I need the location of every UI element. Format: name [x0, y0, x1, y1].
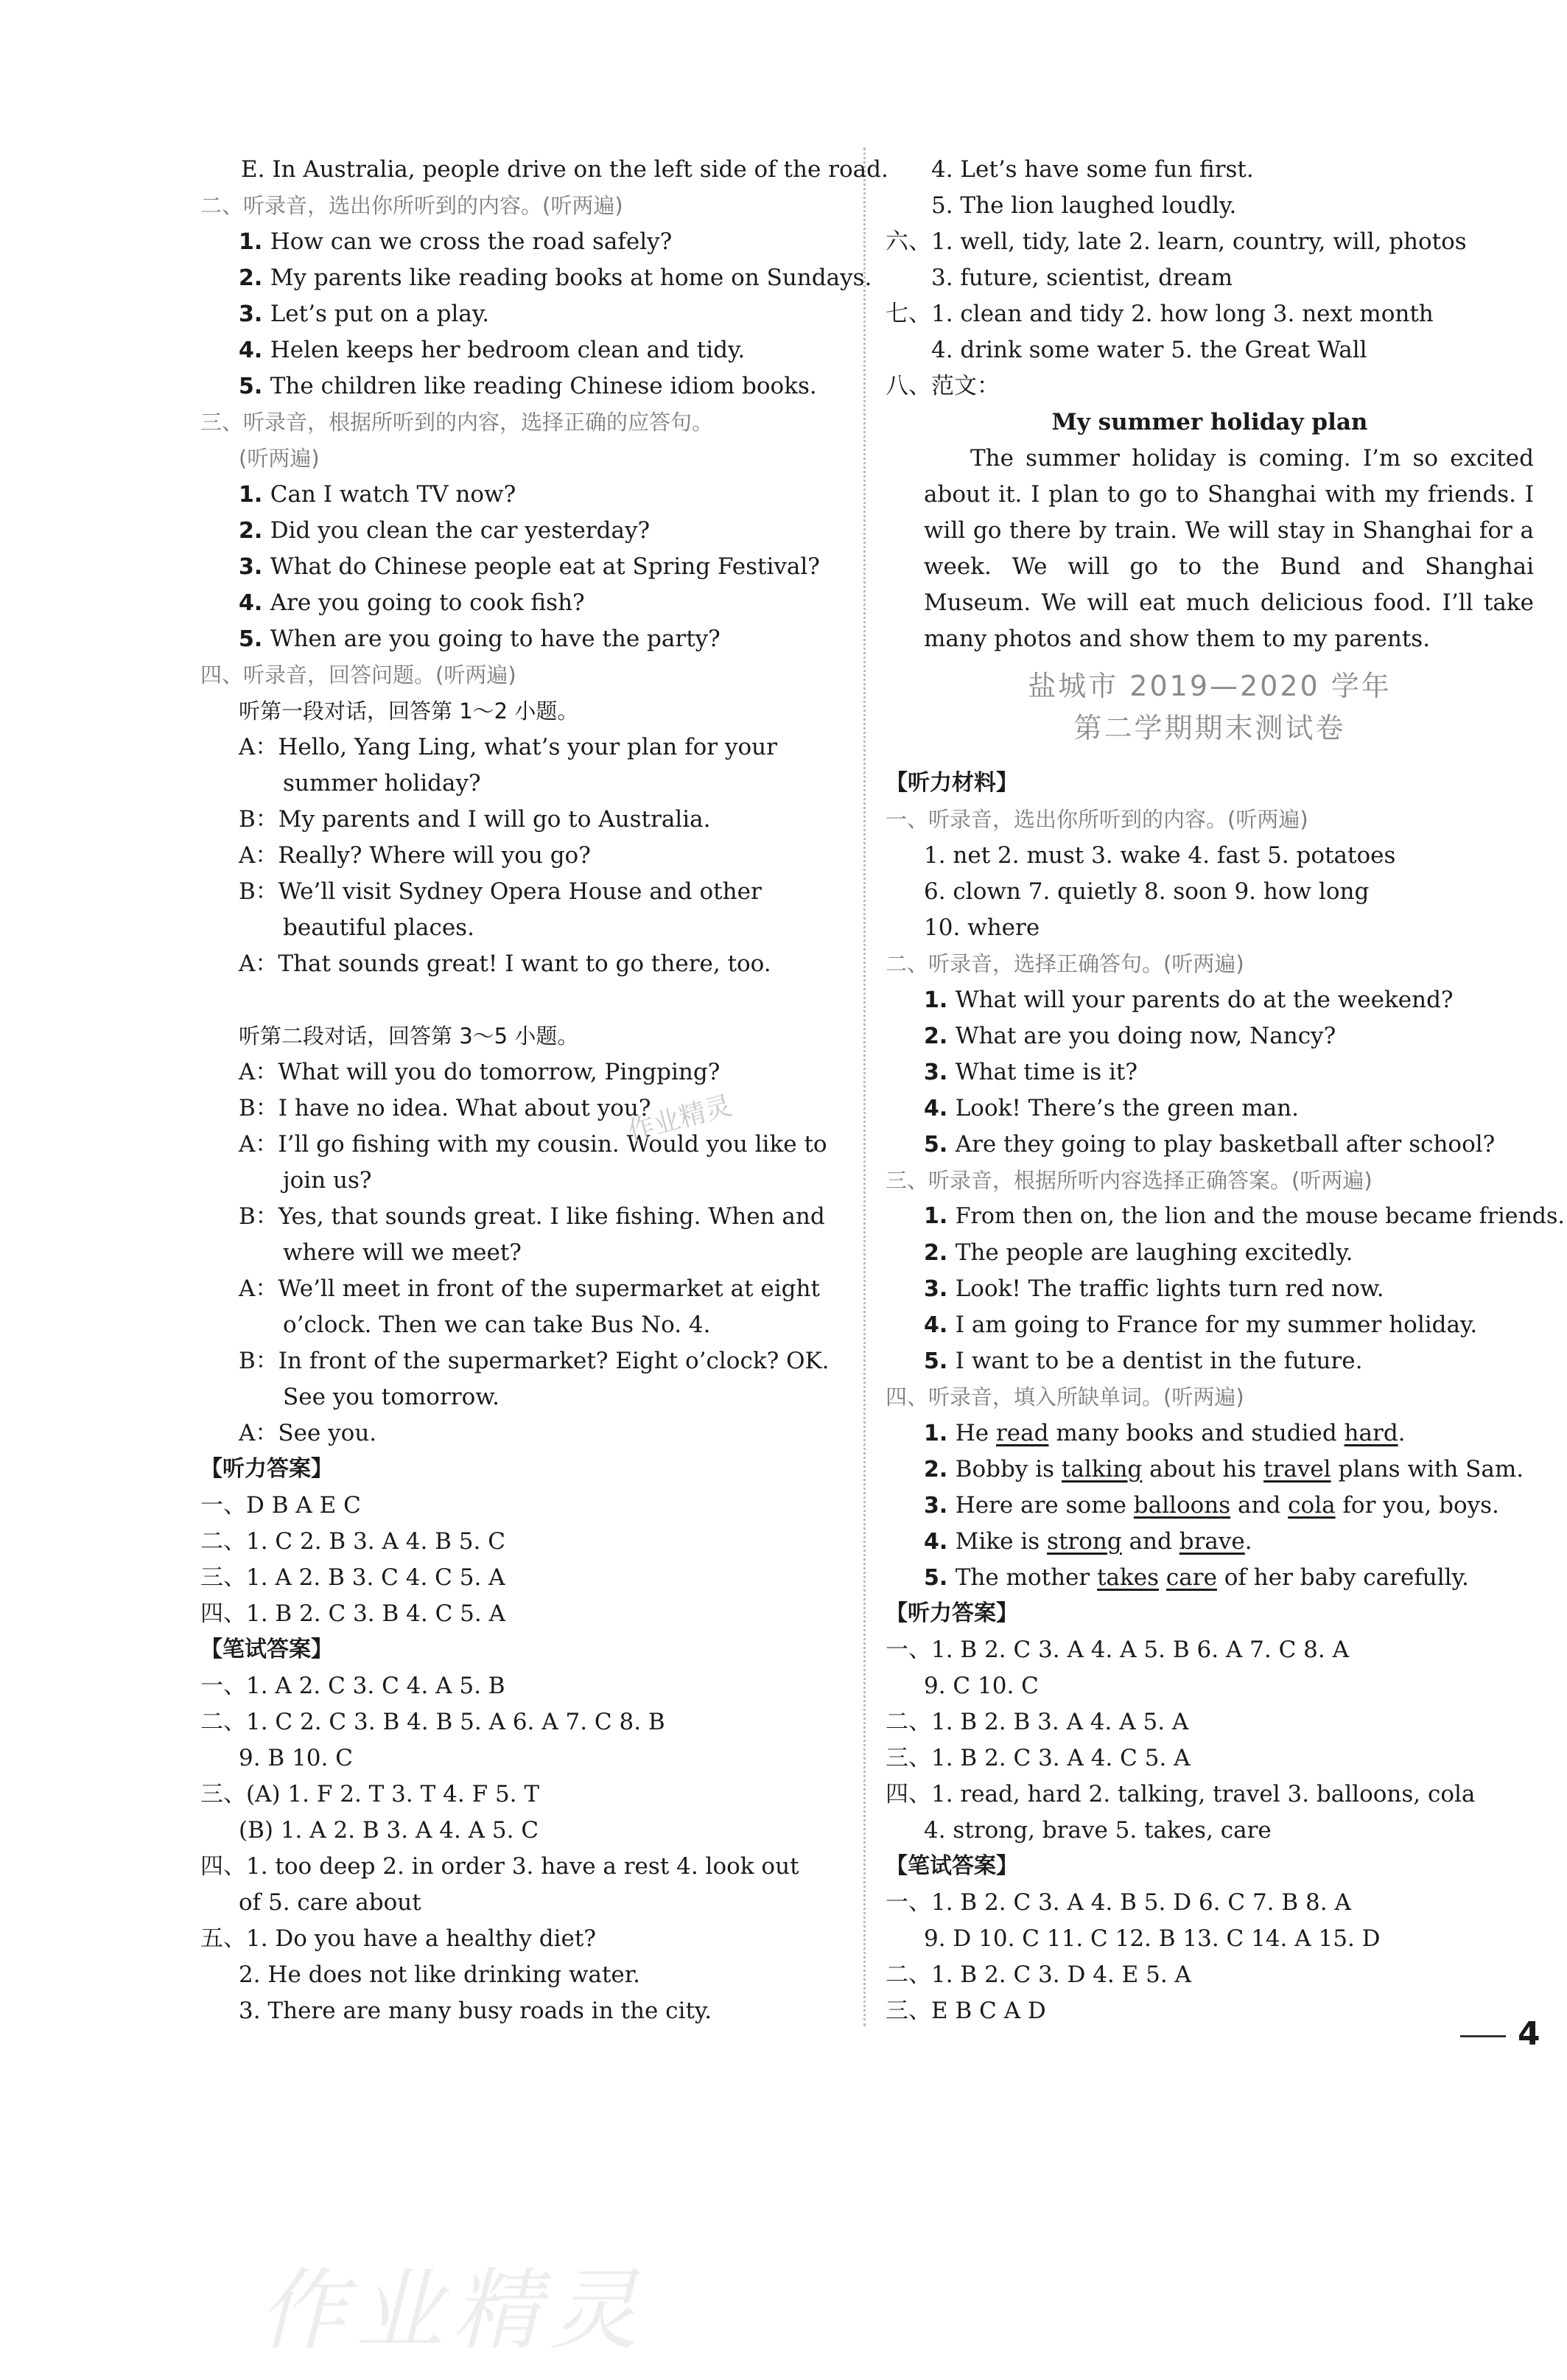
list-item: 5. The mother takes care of her baby carefully.	[924, 1564, 1469, 1591]
answer-row: 5. The lion laughed loudly.	[931, 192, 1237, 219]
list-item: 3. Look! The traffic lights turn red now.	[924, 1275, 1384, 1302]
page-number: 4	[1518, 2015, 1540, 2053]
list-item: 1. What will your parents do at the weekend?	[924, 987, 1454, 1013]
written-answers-header: 【笔试答案】	[200, 1637, 333, 1662]
list-item: 5. Are they going to play basketball after school?	[924, 1131, 1496, 1158]
listening-answers-header: 【听力答案】	[200, 1456, 333, 1482]
answer-row: 二、1. B 2. C 3. D 4. E 5. A	[886, 1961, 1191, 1988]
answer-row: (B) 1. A 2. B 3. A 4. A 5. C	[239, 1817, 539, 1844]
answer-row: 四、1. read, hard 2. talking, travel 3. balloons, cola	[886, 1781, 1476, 1807]
answer-row: 2. He does not like drinking water.	[239, 1961, 641, 1988]
essay-line: many photos and show them to my parents.	[924, 626, 1431, 652]
answer-row: 9. C 10. C	[924, 1673, 1039, 1699]
essay-line: The summer holiday is coming. I’m so excited	[970, 445, 1534, 472]
watermark: 作业精灵	[624, 1090, 735, 1147]
section-title: 三、听录音，根据所听内容选择正确答案。(听两遍)	[886, 1168, 1373, 1193]
essay-line: Museum. We will eat much delicious food. I’ll take	[924, 589, 1534, 616]
list-item: 4. Mike is strong and brave.	[924, 1528, 1252, 1555]
answer-row: 4. strong, brave 5. takes, care	[924, 1817, 1272, 1844]
answer-row: 6. clown 7. quietly 8. soon 9. how long	[924, 878, 1370, 905]
list-item: 3. Let’s put on a play.	[239, 301, 490, 327]
dialogue-line: join us?	[283, 1167, 372, 1194]
list-item: 3. Here are some balloons and cola for you, boys.	[924, 1492, 1499, 1519]
list-item: 1. How can we cross the road safely?	[239, 228, 673, 255]
section-title-note: (听两遍)	[239, 446, 320, 471]
option-e: E. In Australia, people drive on the left side of the road.	[241, 156, 888, 183]
materials-header: 【听力材料】	[886, 770, 1018, 796]
answer-row: 3. future, scientist, dream	[931, 265, 1233, 291]
written-answers-header: 【笔试答案】	[886, 1853, 1018, 1879]
list-item: 5. I want to be a dentist in the future.	[924, 1348, 1363, 1374]
answer-row: 10. where	[924, 914, 1040, 941]
dialogue-line: B：My parents and I will go to Australia.	[239, 806, 711, 833]
answer-row: 二、1. C 2. B 3. A 4. B 5. C	[200, 1528, 505, 1555]
dialogue-line: A：What will you do tomorrow, Pingping?	[239, 1059, 721, 1085]
section-title: 四、听录音，填入所缺单词。(听两遍)	[886, 1385, 1244, 1410]
answer-row: 一、1. B 2. C 3. A 4. B 5. D 6. C 7. B 8. A	[886, 1889, 1351, 1916]
dialogue-intro: 听第一段对话，回答第 1～2 小题。	[239, 699, 579, 724]
answer-row: 4. drink some water 5. the Great Wall	[931, 337, 1367, 363]
answer-row: 四、1. B 2. C 3. B 4. C 5. A	[200, 1600, 505, 1627]
answer-row: 3. There are many busy roads in the city.	[239, 1998, 712, 2024]
essay-line: about it. I plan to go to Shanghai with my friends. I	[924, 481, 1534, 508]
list-item: 3. What do Chinese people eat at Spring Festival?	[239, 553, 820, 580]
section-title: 四、听录音，回答问题。(听两遍)	[200, 662, 516, 687]
answer-row: 4. Let’s have some fun first.	[931, 156, 1254, 183]
answer-row: 七、1. clean and tidy 2. how long 3. next month	[886, 301, 1434, 327]
essay-line: will go there by train. We will stay in Shanghai for a	[924, 517, 1534, 544]
section-title: 二、听录音，选择正确答句。(听两遍)	[886, 951, 1244, 976]
answer-row: 三、1. B 2. C 3. A 4. C 5. A	[886, 1745, 1191, 1771]
list-item: 2. My parents like reading books at home on Sundays.	[239, 265, 872, 291]
list-item: 3. What time is it?	[924, 1059, 1137, 1085]
dialogue-line: A：That sounds great! I want to go there, too.	[239, 951, 771, 977]
section-title: 二、听录音，选出你所听到的内容。(听两遍)	[200, 193, 623, 218]
section-title: 一、听录音，选出你所听到的内容。(听两遍)	[886, 807, 1308, 832]
listening-answers-header: 【听力答案】	[886, 1600, 1018, 1626]
answer-row: 一、1. A 2. C 3. C 4. A 5. B	[200, 1673, 505, 1699]
dialogue-line: A：Really? Where will you go?	[239, 842, 591, 869]
page-number-rule	[1460, 2035, 1506, 2037]
answer-row: 三、E B C A D	[886, 1998, 1046, 2024]
list-item: 5. When are you going to have the party?	[239, 626, 721, 652]
exam-title: 盐城市 2019—2020 学年	[1028, 670, 1392, 702]
answer-row: 9. B 10. C	[239, 1745, 353, 1771]
dialogue-intro: 听第二段对话，回答第 3～5 小题。	[239, 1023, 579, 1049]
list-item: 1. From then on, the lion and the mouse became friends.	[924, 1203, 1565, 1229]
section-title: 八、范文：	[886, 373, 1000, 399]
dialogue-line: o’clock. Then we can take Bus No. 4.	[283, 1312, 711, 1338]
list-item: 2. What are you doing now, Nancy?	[924, 1023, 1336, 1049]
list-item: 5. The children like reading Chinese idiom books.	[239, 373, 817, 399]
answer-row: 四、1. too deep 2. in order 3. have a rest 4. look out	[200, 1853, 799, 1880]
list-item: 4. Are you going to cook fish?	[239, 589, 585, 616]
dialogue-line: See you tomorrow.	[283, 1384, 499, 1410]
answer-row: 一、1. B 2. C 3. A 4. A 5. B 6. A 7. C 8. A	[886, 1637, 1349, 1663]
answer-row: of 5. care about	[239, 1889, 421, 1916]
dialogue-line: B：In front of the supermarket? Eight o’clock? OK.	[239, 1348, 830, 1374]
essay-line: week. We will go to the Bund and Shanghai	[924, 553, 1534, 580]
answer-row: 三、(A) 1. F 2. T 3. T 4. F 5. T	[200, 1781, 540, 1807]
dialogue-line: where will we meet?	[283, 1239, 522, 1266]
answer-row: 9. D 10. C 11. C 12. B 13. C 14. A 15. D	[924, 1925, 1381, 1952]
answer-row: 六、1. well, tidy, late 2. learn, country, will, photos	[886, 228, 1467, 255]
answer-row: 二、1. C 2. C 3. B 4. B 5. A 6. A 7. C 8. B	[200, 1709, 665, 1735]
list-item: 4. Look! There’s the green man.	[924, 1095, 1299, 1121]
dialogue-line: B：I have no idea. What about you?	[239, 1095, 651, 1121]
dialogue-line: A：See you.	[239, 1420, 377, 1446]
dialogue-line: summer holiday?	[283, 770, 481, 797]
column-divider	[863, 147, 866, 2026]
list-item: 2. Did you clean the car yesterday?	[239, 517, 651, 544]
dialogue-line: B：We’ll visit Sydney Opera House and other	[239, 878, 762, 905]
answer-row: 五、1. Do you have a healthy diet?	[200, 1925, 596, 1952]
list-item: 4. I am going to France for my summer holiday.	[924, 1312, 1478, 1338]
list-item: 2. The people are laughing excitedly.	[924, 1239, 1353, 1266]
watermark: 作业精灵	[258, 2260, 647, 2362]
list-item: 1. He read many books and studied hard.	[924, 1420, 1406, 1446]
answer-row: 三、1. A 2. B 3. C 4. C 5. A	[200, 1564, 505, 1591]
list-item: 1. Can I watch TV now?	[239, 481, 516, 508]
answer-row: 1. net 2. must 3. wake 4. fast 5. potatoes	[924, 842, 1396, 869]
section-title: 三、听录音，根据所听到的内容，选择正确的应答句。	[200, 410, 714, 435]
exam-subtitle: 第二学期期末测试卷	[1073, 712, 1346, 744]
dialogue-line: A：Hello, Yang Ling, what’s your plan for your	[239, 734, 777, 760]
dialogue-line: A：We’ll meet in front of the supermarket at eight	[239, 1275, 820, 1302]
answer-row: 二、1. B 2. B 3. A 4. A 5. A	[886, 1709, 1189, 1735]
list-item: 4. Helen keeps her bedroom clean and tidy.	[239, 337, 746, 363]
dialogue-line: B：Yes, that sounds great. I like fishing. When and	[239, 1203, 825, 1230]
list-item: 2. Bobby is talking about his travel plans with Sam.	[924, 1456, 1524, 1483]
essay-title: My summer holiday plan	[1051, 409, 1368, 435]
dialogue-line: beautiful places.	[283, 914, 474, 941]
dialogue-line: A：I’ll go fishing with my cousin. Would you like to	[239, 1131, 827, 1158]
answer-row: 一、D B A E C	[200, 1492, 361, 1519]
